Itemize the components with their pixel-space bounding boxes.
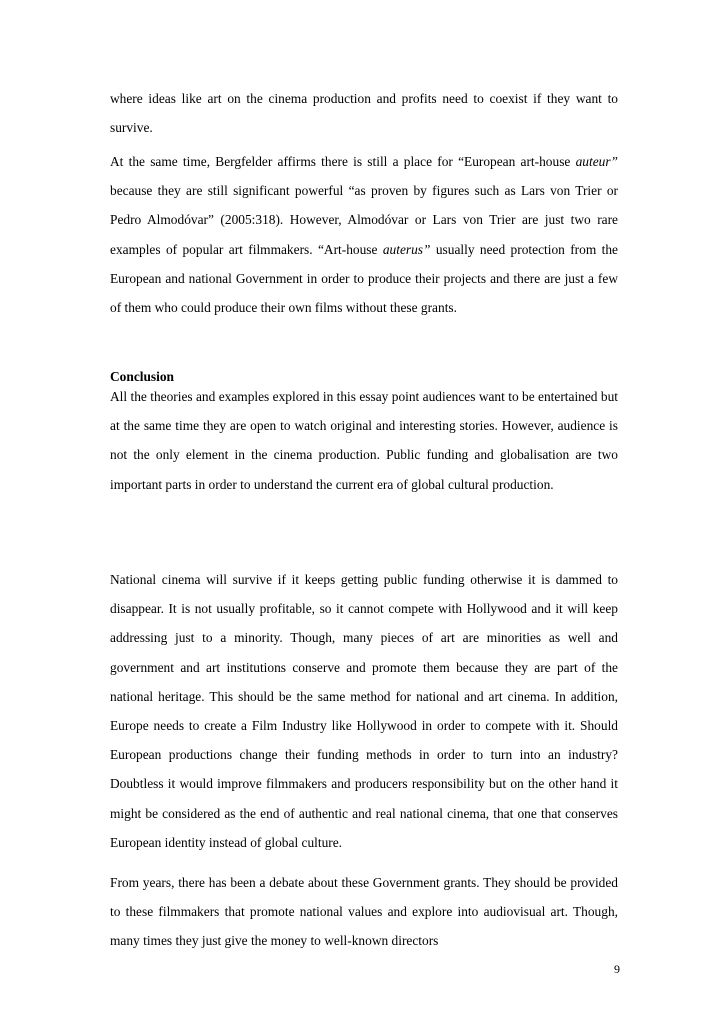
page-number: 9 [614, 962, 620, 976]
italic-term: auterus” [382, 241, 431, 257]
paragraph-text: From years, there has been a debate about these Government grants. They should be provided to these filmmakers that promote national values and explore into audiovisual art. Though, many times they just give the money to well-known directors [110, 875, 618, 949]
italic-term: auteur” [575, 154, 618, 169]
paragraph-text: All the theories and examples explored in this essay point audiences want to be entertained but at the same time they are open to watch original and interesting stories. However, audience is not the only element in the cinema production. Public funding and globalisation are two important parts in order to understand the current era of global cultural production. [110, 389, 618, 492]
paragraph-bergfelder [110, 147, 618, 322]
paragraph-text: where ideas like art on the cinema production and profits need to coexist if they want to survive. [110, 91, 618, 136]
paragraph-text: National cinema will survive if it keeps getting public funding otherwise it is dammed to disappear. It is not usually profitable, so it cannot compete with Hollywood and it will keep addressing just to a minority. Though, many pieces of art are minorities as well and government and art institutions conserve and promote them because they are part of the national heritage. This should be the same method for national and art cinema. In addition, Europe needs to create a Film Industry like Hollywood in order to compete with it. Should European productions change their funding methods in order to turn into an industry? Doubtless it would improve filmmakers and producers responsibility but on the other hand it might be considered as the end of authentic and real national cinema, that one that conserves European identity instead of global culture. [110, 572, 618, 850]
paragraph-national-cinema [110, 565, 618, 857]
paragraph-grants [110, 868, 618, 956]
text-run: At the same time, Bergfelder affirms there is still a place for “European art-house [110, 154, 576, 169]
paragraph-continuation [110, 84, 618, 142]
text-run: usually need protection from the European and national Government in order to produce their projects and there are just a few of them who could produce their own films without these grants. [110, 241, 618, 316]
section-heading: Conclusion [110, 369, 174, 384]
paragraph-text [110, 147, 618, 322]
paragraph-theories [110, 382, 618, 499]
text-run: because they are still significant powerful “as proven by figures such as Lars von Trier or Pedro Almodóvar” (2005:318). However, Almodóvar or Lars von Trier are just two rare examples of popular art filmmakers. “Art-house [110, 183, 618, 257]
